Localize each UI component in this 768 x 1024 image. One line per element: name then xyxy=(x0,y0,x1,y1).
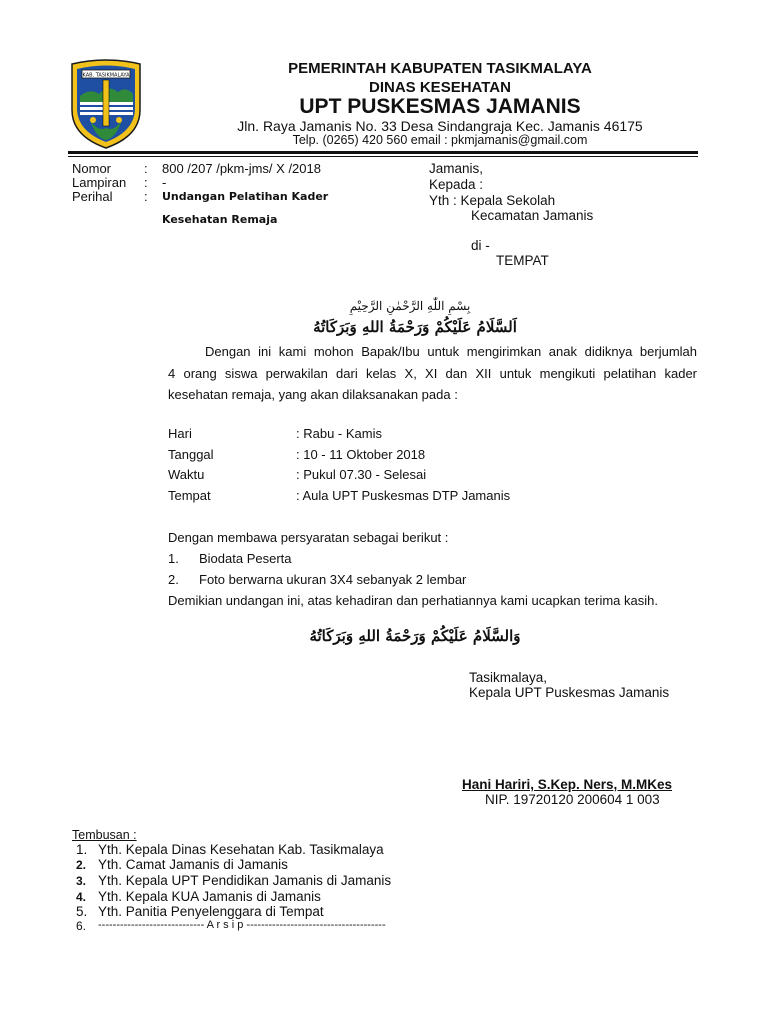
requirement-2-text: Foto berwarna ukuran 3X4 sebanyak 2 lembar xyxy=(199,572,467,587)
schedule-waktu-value: : Pukul 07.30 - Selesai xyxy=(296,467,427,482)
tembusan-item-6-num: 6. xyxy=(76,919,87,933)
tembusan-item-5: Yth. Panitia Penyelenggara di Tempat xyxy=(98,904,324,919)
perihal-label: Perihal xyxy=(72,189,113,204)
lampiran-value: - xyxy=(162,175,167,190)
salam-closing: وَالسَّلَامُ عَلَيْكُمْ وَرَحْمَةُ اللهِ وَبَرَكَاتُهُ xyxy=(309,627,521,645)
signature-city: Tasikmalaya, xyxy=(469,670,548,685)
recipient-kecamatan: Kecamatan Jamanis xyxy=(471,208,594,223)
body-para-line3: kesehatan remaja, yang akan dilaksanakan pada : xyxy=(168,387,458,402)
letterhead-government: PEMERINTAH KABUPATEN TASIKMALAYA xyxy=(288,60,592,77)
perihal-line1: Undangan Pelatihan Kader xyxy=(162,190,329,203)
tembusan-item-5-num: 5. xyxy=(76,904,88,919)
basmala-text: بِسْمِ اللّٰهِ الرَّحْمٰنِ الرَّحِيْمِ xyxy=(349,299,471,313)
schedule-hari-label: Hari xyxy=(168,426,192,441)
schedule-waktu-label: Waktu xyxy=(168,467,205,482)
signature-title: Kepala UPT Puskesmas Jamanis xyxy=(469,685,670,700)
signature-nip: NIP. 19720120 200604 1 003 xyxy=(485,792,660,807)
logo-text: KAB. TASIKMALAYA xyxy=(82,72,130,79)
tembusan-item-4: Yth. Kepala KUA Jamanis di Jamanis xyxy=(98,889,321,904)
recipient-kepada: Kepada : xyxy=(429,177,484,192)
header-rule-thick xyxy=(68,151,698,154)
requirement-2-num: 2. xyxy=(168,572,179,587)
letterhead-agency: DINAS KESEHATAN xyxy=(369,79,511,96)
tembusan-item-3: Yth. Kepala UPT Pendidikan Jamanis di Jamanis xyxy=(98,873,392,888)
closing-sentence: Demikian undangan ini, atas kehadiran dan perhatiannya kami ucapkan terima kasih. xyxy=(168,593,658,608)
recipient-place: Jamanis, xyxy=(429,161,484,176)
tembusan-title: Tembusan : xyxy=(72,828,137,842)
perihal-line2: Kesehatan Remaja xyxy=(162,213,278,226)
schedule-tanggal-label: Tanggal xyxy=(168,447,214,462)
tembusan-item-6-arsip: ----------------------------- A r s i p -------------------------------------- xyxy=(98,919,386,931)
requirement-1-text: Biodata Peserta xyxy=(199,551,292,566)
requirements-intro: Dengan membawa persyaratan sebagai berikut : xyxy=(168,530,449,545)
schedule-tanggal-value: : 10 - 11 Oktober 2018 xyxy=(296,447,426,462)
letterhead-contact: Telp. (0265) 420 560 email : pkmjamanis@gmail.com xyxy=(292,133,588,147)
nomor-value: 800 /207 /pkm-jms/ X /2018 xyxy=(162,161,321,176)
signature-name: Hani Hariri, S.Kep. Ners, M.MKes xyxy=(462,777,673,792)
tembusan-item-2-num: 2. xyxy=(76,858,87,872)
header-rule-thin xyxy=(68,156,698,157)
tembusan-item-4-num: 4. xyxy=(76,890,87,904)
nomor-colon: : xyxy=(144,161,148,176)
perihal-colon: : xyxy=(144,189,148,204)
tembusan-item-1-num: 1. xyxy=(76,842,88,857)
lampiran-colon: : xyxy=(144,175,148,190)
tembusan-item-2: Yth. Camat Jamanis di Jamanis xyxy=(98,857,288,872)
recipient-tempat: TEMPAT xyxy=(496,253,549,268)
tembusan-item-1: Yth. Kepala Dinas Kesehatan Kab. Tasikmalaya xyxy=(98,842,384,857)
recipient-di: di - xyxy=(471,238,490,253)
body-para-line2: 4 orang siswa perwakilan dari kelas X, XI dan XII untuk mengikuti pelatihan kader xyxy=(168,366,697,381)
schedule-hari-value: : Rabu - Kamis xyxy=(296,426,382,441)
letterhead-office: UPT PUSKESMAS JAMANIS xyxy=(299,95,581,118)
requirement-1-num: 1. xyxy=(168,551,179,566)
recipient-yth: Yth : Kepala Sekolah xyxy=(429,193,556,208)
schedule-tempat-value: : Aula UPT Puskesmas DTP Jamanis xyxy=(296,488,511,503)
body-para-line1: Dengan ini kami mohon Bapak/Ibu untuk mengirimkan anak didiknya berjumlah xyxy=(205,344,697,359)
tembusan-item-3-num: 3. xyxy=(76,874,87,888)
regency-crest-logo xyxy=(66,58,146,150)
letterhead-address: Jln. Raya Jamanis No. 33 Desa Sindangraja Kec. Jamanis 46175 xyxy=(237,118,643,134)
schedule-tempat-label: Tempat xyxy=(168,488,211,503)
salam-opening: اَلسَّلَامُ عَلَيْكُمْ وَرَحْمَةُ اللهِ وَبَرَكَاتُهُ xyxy=(313,318,517,336)
lampiran-label: Lampiran xyxy=(72,175,127,190)
nomor-label: Nomor xyxy=(72,161,112,176)
